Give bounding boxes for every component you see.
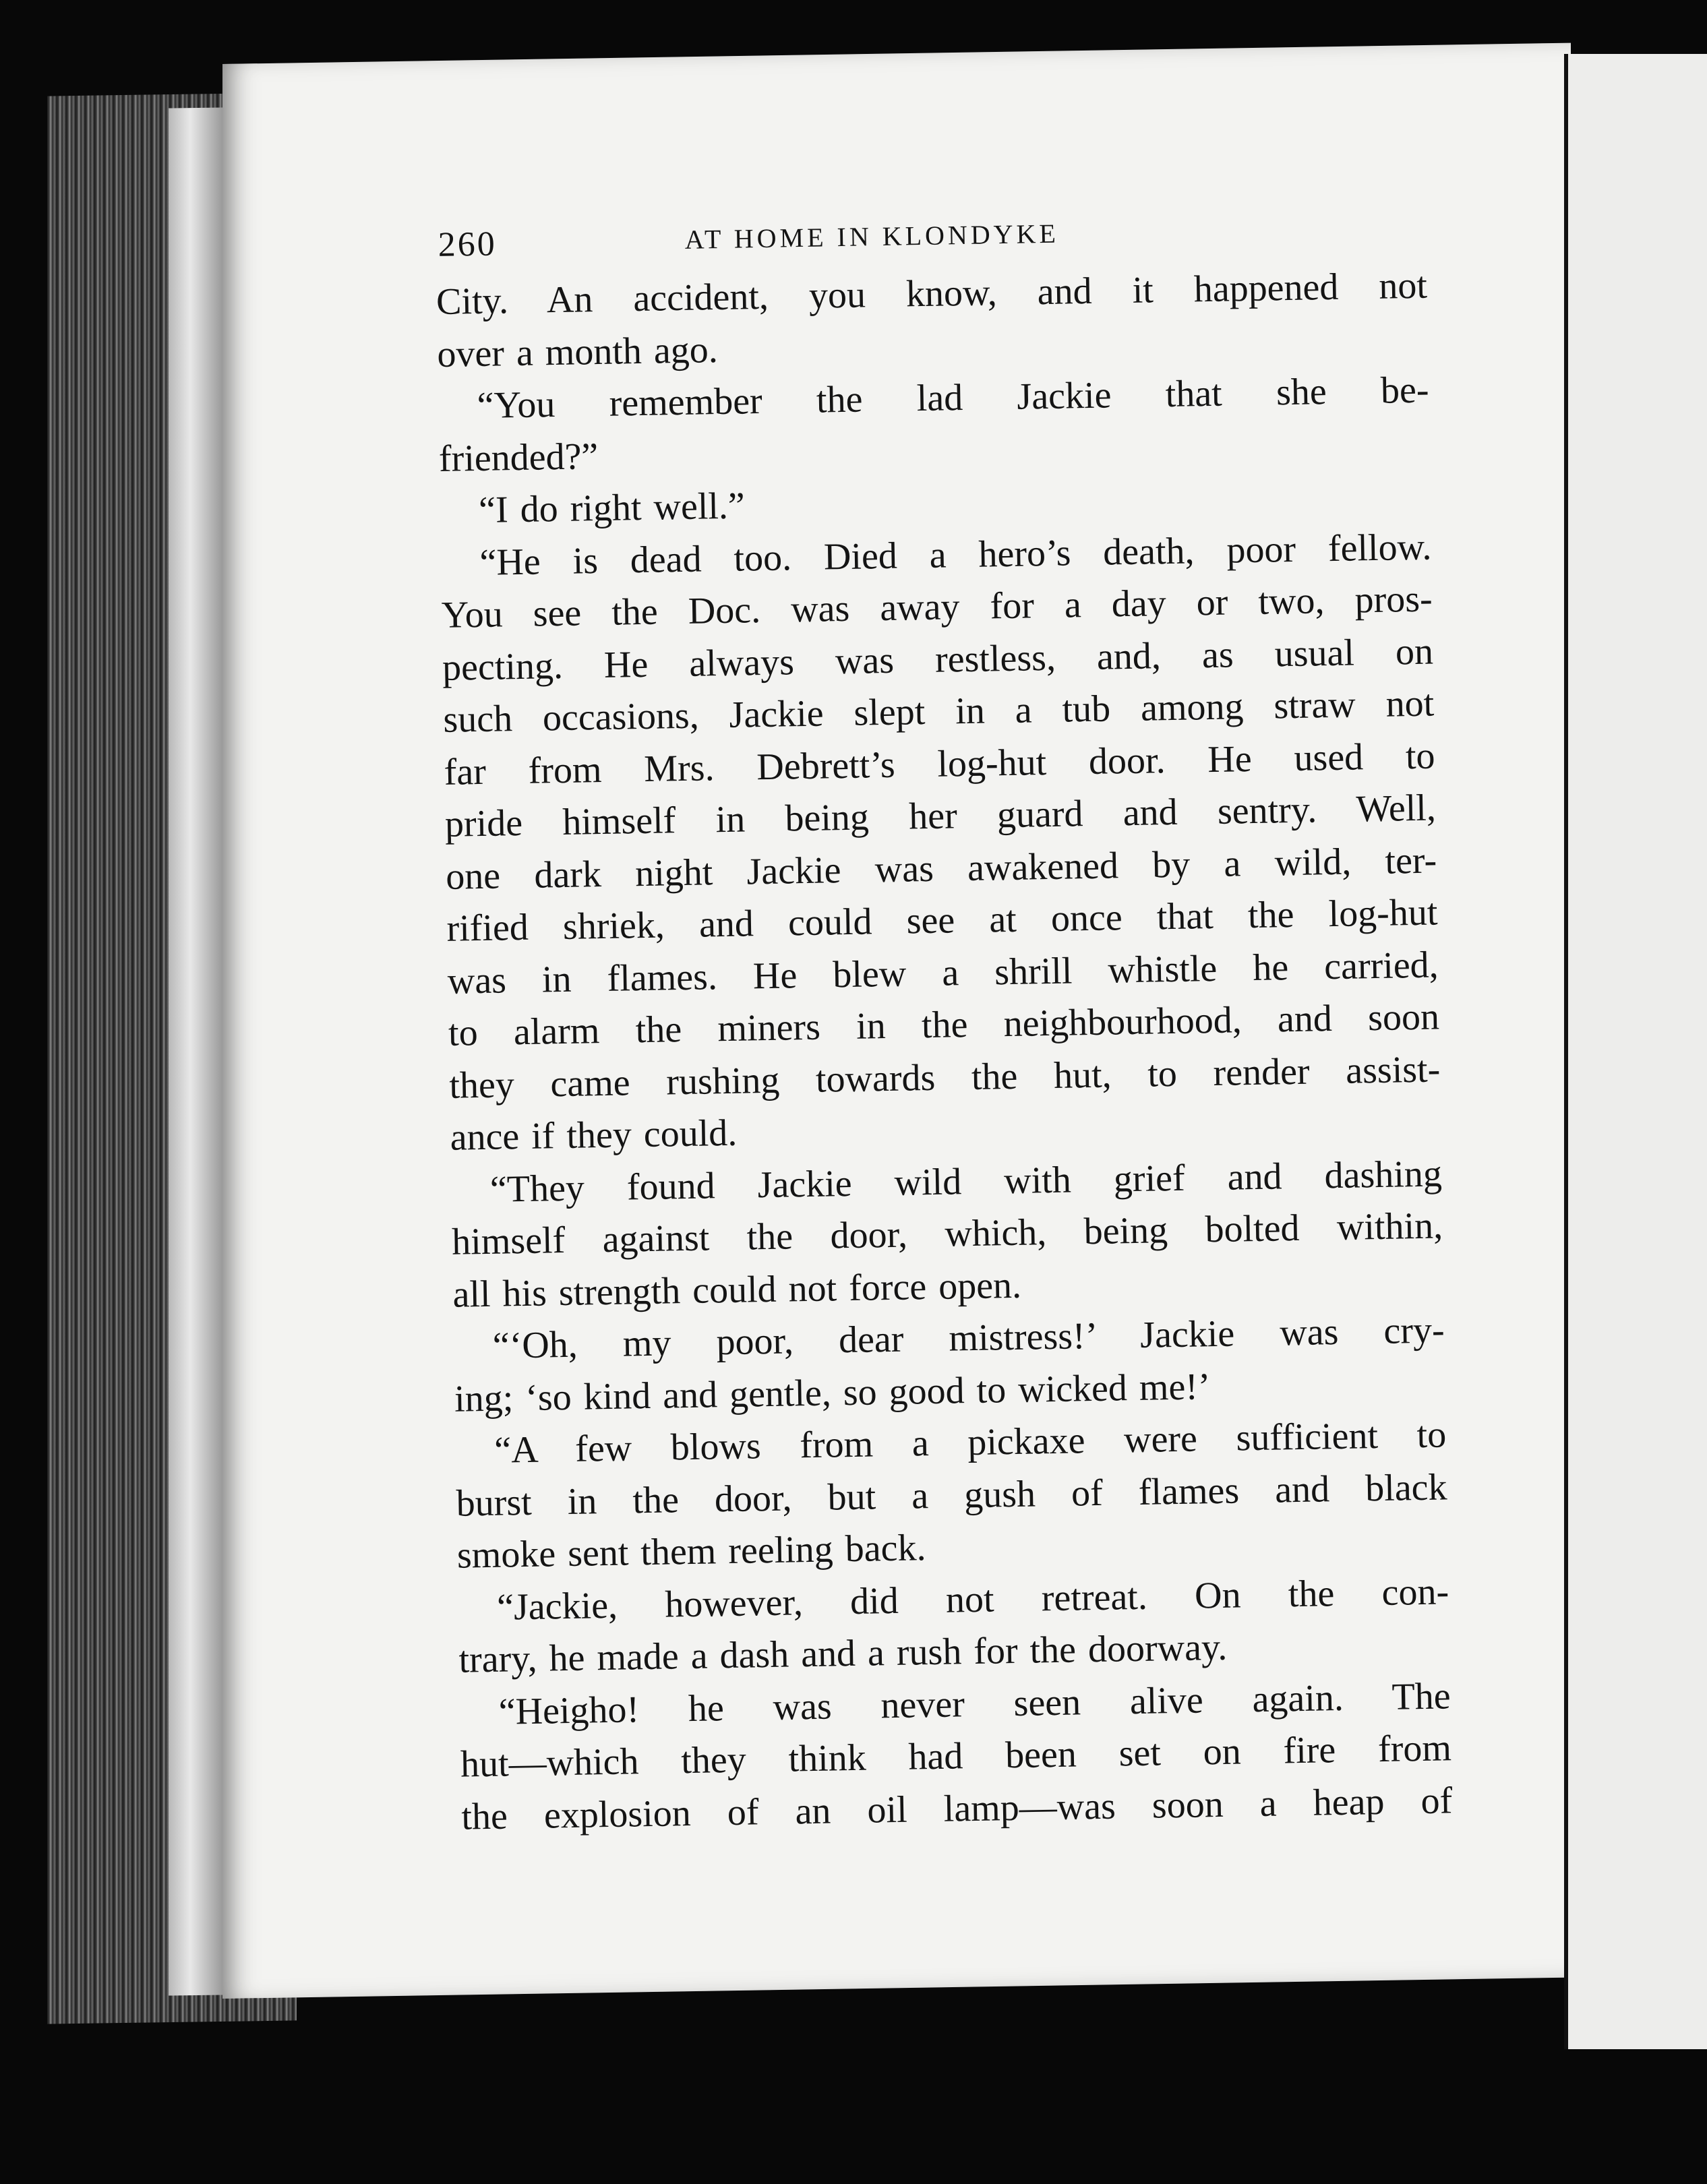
- text-line: all his strength could not force open.: [452, 1264, 1022, 1316]
- page-edges-highlight: [169, 107, 222, 1995]
- text-line: to alarm the miners in the neighbourhood, and soon: [448, 996, 1440, 1054]
- right-page-edge: [1564, 54, 1707, 2049]
- text-line: such occasions, Jackie slept in a tub among straw not: [442, 682, 1435, 741]
- page-number: 260: [438, 224, 498, 264]
- text-line: one dark night Jackie was awakened by a wild, ter-: [445, 839, 1437, 898]
- text-line: friended?”: [438, 435, 599, 480]
- text-line: smoke sent them reeling back.: [456, 1527, 926, 1577]
- text-line: they came rushing towards the hut, to render assist-: [448, 1048, 1441, 1107]
- text-line: himself against the door, which, being bolted within,: [451, 1205, 1443, 1263]
- text-line: pecting. He always was restless, and, as usual on: [442, 630, 1434, 689]
- text-line: “He is dead too. Died a hero’s death, poor fellow.: [479, 526, 1432, 584]
- text-line: “I do right well.”: [478, 485, 746, 531]
- text-line: trary, he made a dash and a rush for the doorway.: [458, 1626, 1228, 1681]
- text-line: “‘Oh, my poor, dear mistress!’ Jackie was cry-: [492, 1309, 1445, 1367]
- page-text: [435, 200, 1453, 1844]
- text-line: “You remember the lad Jackie that she be-: [477, 369, 1430, 427]
- running-head: AT HOME IN KLONDYKE: [684, 218, 1060, 255]
- body-text: [436, 260, 1452, 1844]
- text-line: ing; ‘so kind and gentle, so good to wicked me!’: [454, 1365, 1211, 1420]
- text-line: ance if they could.: [450, 1112, 738, 1159]
- text-line: was in flames. He blew a shrill whistle he carried,: [447, 943, 1439, 1002]
- text-line: You see the Doc. was away for a day or two, pros-: [441, 578, 1433, 636]
- text-line: hut—which they think had been set on fire from: [460, 1727, 1452, 1786]
- text-line: over a month ago.: [436, 328, 719, 375]
- text-line: pride himself in being her guard and sentry. Well,: [444, 787, 1437, 845]
- text-line: far from Mrs. Debrett’s log-hut door. He used to: [444, 735, 1435, 793]
- text-line: “They found Jackie wild with grief and dashing: [489, 1152, 1443, 1211]
- text-line: burst in the door, but a gush of flames and black: [456, 1465, 1447, 1525]
- text-line: rified shriek, and could see at once that the log-hut: [446, 891, 1438, 950]
- text-line: “Jackie, however, did not retreat. On the con-: [496, 1570, 1449, 1629]
- text-line: the explosion of an oil lamp—was soon a heap of: [460, 1779, 1453, 1838]
- text-line: “Heigho! he was never seen alive again. The: [498, 1674, 1451, 1733]
- text-line: City. An accident, you know, and it happened not: [436, 264, 1428, 323]
- text-line: “A few blows from a pickaxe were sufficient to: [493, 1414, 1447, 1472]
